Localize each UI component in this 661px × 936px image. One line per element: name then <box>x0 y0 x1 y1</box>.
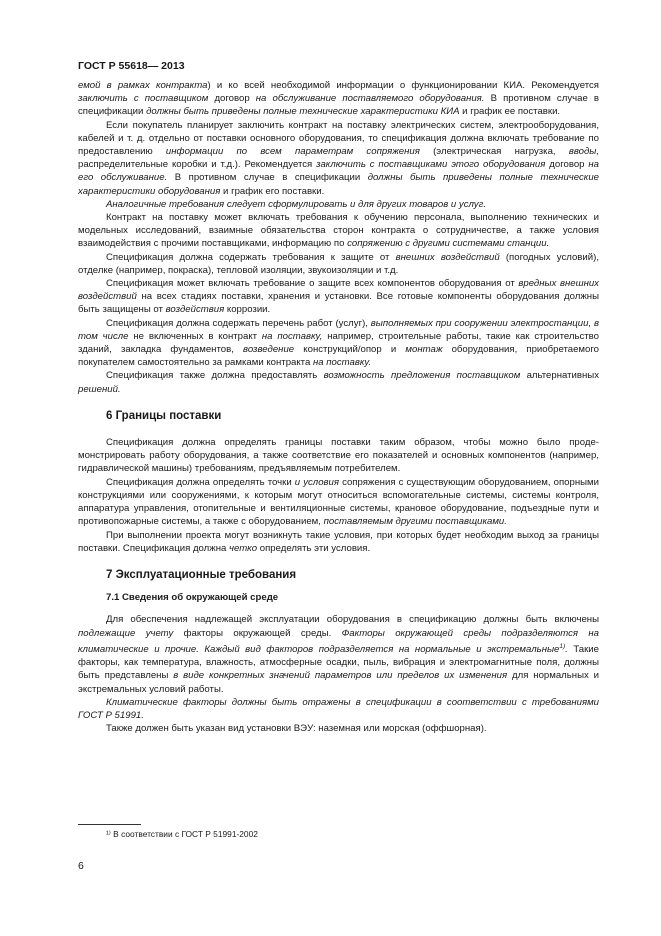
paragraph: Спецификация должна определять границы поставки таким образом, чтобы можно было продемонстрировать работу оборудования, а также соответствие его показателей и основных компонентов (например, гидравлической машины) требованиям, предъявляемым потребителем. <box>78 437 599 475</box>
paragraph: емой в рамках контракта) и ко всей необходимой информации о функционировании КИА. Рекомендуется заключить с поставщиком договор на обслуживание поставляемого оборудования. В противном случае в спецификации должны быть приведены полные технические характеристики КИА и график ее поставки. <box>78 80 600 118</box>
subsection-heading-7-1: 7.1 Сведения об окружающей среде <box>106 592 279 604</box>
section-heading-6: 6 Границы поставки <box>106 409 222 422</box>
paragraph: Для обеспечения надлежащей эксплуатации оборудования в спецификацию должны быть включены подлежащие учету факторы окружающей среды. Факторы окружающей среды подразделяются на климатические и прочие. Каждый вид факторов подразделяется на нормальные и экстремальные$^{1)}$. Такие факторы, как температура, влажность, атмосферные осадки, пыль, вибрация и электромагнитные поля, должны быть представлены в виде конкретных значений параметров или пределов их изменения для нормальных и экстремальных условий работы. <box>78 614 600 695</box>
document-header: ГОСТ Р 55618— 2013 <box>78 60 185 72</box>
paragraph: Аналогичные требования следует сформулировать и для других товаров и услуг. <box>106 198 486 210</box>
paragraph: Также должен быть указан вид установки ВЭУ: наземная или морская (оффшорная). <box>106 723 487 735</box>
paragraph: Контракт на поставку может включать требования к обучению персонала, выполнению технических и модельных исследований, взаимные обязательства сторон контракта о сотрудничестве, а также условия взаимодействия с прочими поставщиками, информацию по сопряжению с другими системами станции. <box>78 212 599 250</box>
paragraph: Климатические факторы должны быть отражены в спецификации в соответствии с требованиями ГОСТ Р 51991. <box>78 696 599 721</box>
paragraph: При выполнении проекта могут возникнуть такие условия, при которых будет необходим выход за границы поставки. Спецификация должна четко определять эти условия. <box>78 529 599 554</box>
paragraph: Спецификация должна определять точки и условия сопряжения с существующим оборудованием, опорными конструкциями или сооружениями, к которым могут относиться вспомогательные системы, системы контроля, аппаратура управления, отопительные и вентиляционные системы, крановое оборудование, подъездные пути и противопожарные системы, а также с оборудованием, поставляемым другими поставщиками. <box>78 476 599 528</box>
paragraph: Спецификация должна содержать перечень работ (услуг), выполняемых при сооружении электростанции, в том числе не включенных в контракт на поставку, например, строительные работы, такие как строительство зданий, закладка фундаментов, возведение конструкций/опор и монтаж оборудования, приобретаемого покупателем самостоятельно за рамками контракта на поставку. <box>78 317 600 369</box>
footnote-divider <box>78 824 141 825</box>
paragraph: Спецификация должна содержать требования к защите от внешних воздействий (погодных условий), отделке (например, покраска), тепловой изоляции, звукоизоляции и т.д. <box>78 251 599 276</box>
paragraph: Спецификация может включать требование о защите всех компонентов оборудования от вредных внешних воздействий на всех стадиях поставки, хранения и установки. Все готовые компоненты оборудования должны быть защищены от воздействия коррозии. <box>78 278 599 316</box>
section-heading-7: 7 Эксплуатационные требования <box>106 568 297 581</box>
page-number: 6 <box>78 860 84 872</box>
footnote: ¹⁾ В соответствии с ГОСТ Р 51991-2002 <box>106 829 258 839</box>
document-body <box>78 79 599 735</box>
paragraph: Спецификация также должна предоставлять возможность предложения поставщиком альтернативных решений. <box>78 370 599 395</box>
paragraph: Если покупатель планирует заключить контракт на поставку электрических систем, электрооборудования, кабелей и т. д. отдельно от поставки основного оборудования, то спецификация должна включать требование по предоставлению информации по всем параметрам сопряжения (электрическая нагрузка, вводы, распределительные коробки и т.д.). Рекомендуется заключить с поставщиками этого оборудования договор на его обслуживание. В противном случае в спецификации должны быть приведены полные технические характеристики оборудования и график его поставки. <box>78 119 599 197</box>
